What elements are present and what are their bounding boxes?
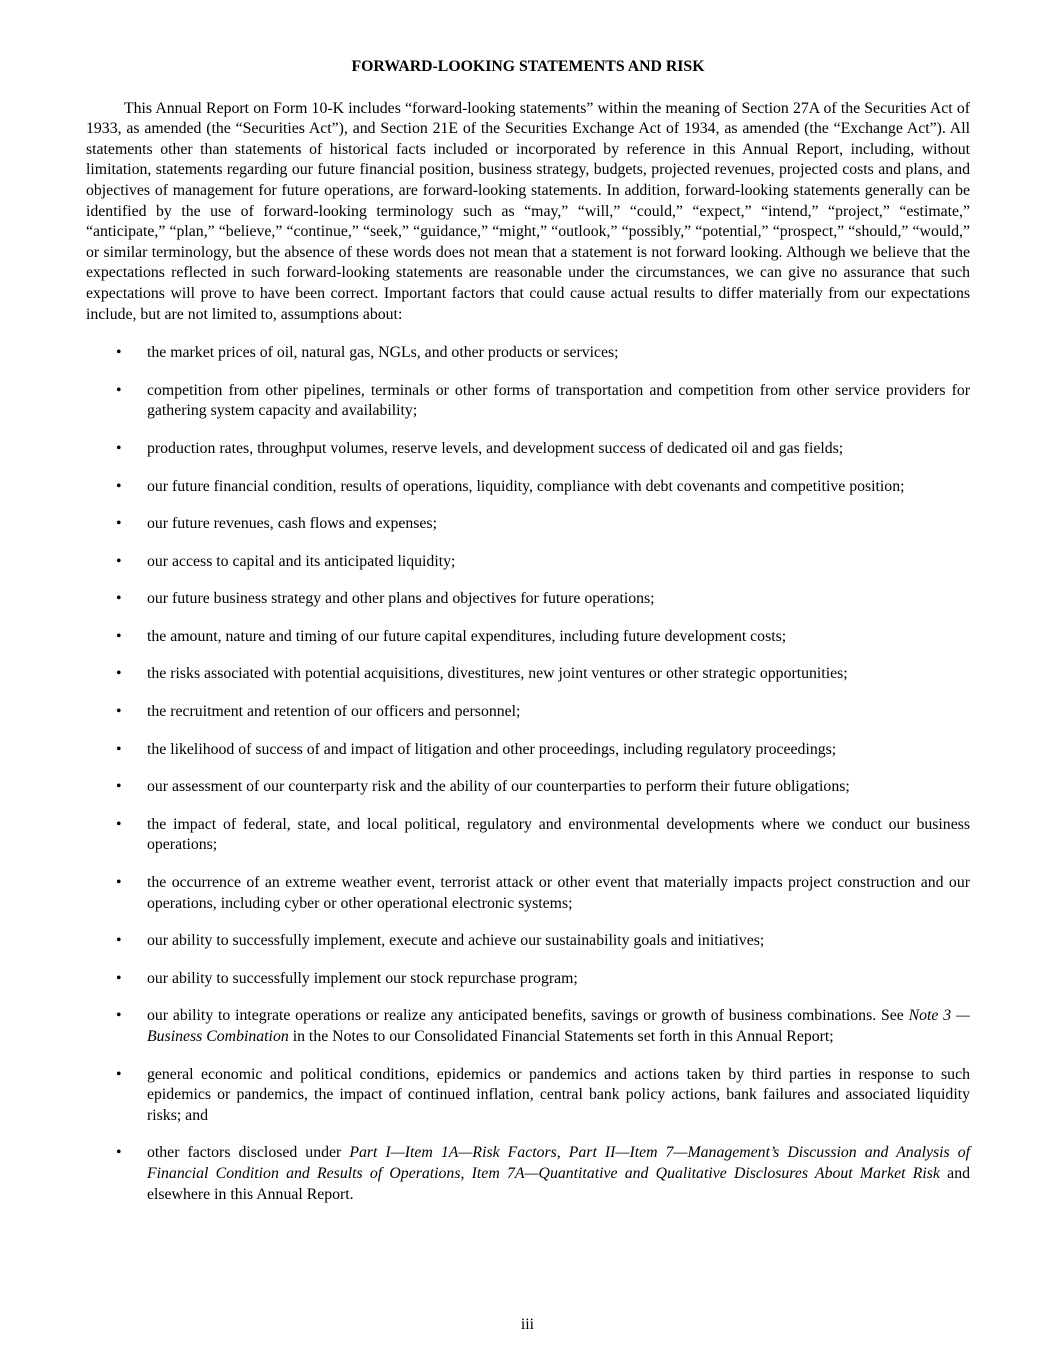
list-item-text: our future financial condition, results of operations, liquidity, compliance with debt covenants and competitive position; [147, 477, 905, 495]
list-item [86, 552, 970, 573]
bullet-icon: • [116, 381, 122, 399]
list-item [86, 873, 970, 914]
list-item [86, 627, 970, 648]
list-item-text: production rates, throughput volumes, reserve levels, and development success of dedicated oil and gas fields; [147, 439, 844, 457]
bullet-icon: • [116, 740, 122, 758]
list-item-text: competition from other pipelines, terminals or other forms of transportation and competition from other service providers for gathering system capacity and availability; [147, 381, 970, 420]
list-item [86, 1143, 970, 1205]
list-item-text: our access to capital and its anticipated liquidity; [147, 552, 456, 570]
bullet-icon: • [116, 815, 122, 833]
bullet-icon: • [116, 1144, 122, 1162]
list-item [86, 969, 970, 990]
bullet-icon: • [116, 1007, 122, 1025]
list-item [86, 740, 970, 761]
section-title: FORWARD-LOOKING STATEMENTS AND RISK [351, 58, 705, 75]
list-item [86, 477, 970, 498]
page-number: iii [520, 1316, 535, 1333]
bullet-icon: • [116, 515, 122, 533]
list-item-text-part: in the Notes to our Consolidated Financial Statements set forth in this Annual Report; [288, 1028, 834, 1045]
list-item [86, 1065, 970, 1127]
list-item-text: our future business strategy and other plans and objectives for future operations; [147, 590, 655, 608]
list-item [86, 1006, 970, 1047]
bullet-icon: • [116, 703, 122, 721]
bullet-icon: • [116, 969, 122, 987]
list-item-text: our ability to successfully implement our stock repurchase program; [147, 969, 578, 987]
document-page [86, 57, 970, 1222]
bullet-icon: • [116, 590, 122, 608]
list-item [86, 702, 970, 723]
intro-paragraph: This Annual Report on Form 10-K includes “forward-looking statements” within the meaning of Section 27A of the Securities Act of 1933, as amended (the “Securities Act”), and Section 21E of the Securities Exchange Act of 1934, as amended (the “Exchange Act”). All statements other than statements of historical facts included or incorporated by reference in this Annual Report, including, without limitation, statements regarding our future financial position, business strategy, budgets, projected revenues, projected costs and plans, and objectives of management for future operations, are forward-looking statements. In addition, forward-looking statements generally can be identified by the use of forward-looking terminology such as “may,” “will,” “could,” “expect,” “intend,” “project,” “estimate,” “anticipate,” “plan,” “believe,” “continue,” “seek,” “guidance,” “might,” “outlook,” “possibly,” “potential,” “prospect,” “should,” “would,” or similar terminology, but the absence of these words does not mean that a statement is not forward looking. Although we believe that the expectations reflected in such forward-looking statements are reasonable under the circumstances, we can give no assurance that such expectations will prove to have been correct. Important factors that could cause actual results to differ materially from our expectations include, but are not limited to, assumptions about: [86, 99, 970, 323]
list-item-text-part: and elsewhere in this Annual Report. [147, 1164, 970, 1203]
list-item-text [147, 1144, 970, 1202]
bullet-icon: • [116, 874, 122, 892]
list-item [86, 343, 970, 364]
bullet-icon: • [116, 439, 122, 457]
bullet-icon: • [116, 627, 122, 645]
list-item [86, 514, 970, 535]
section-reference: Part I—Item 1A—Risk Factors, Part II—Item 7—Management’s Discussion and Analysis of Financial Condition and Results of Operations, Item 7A—Quantitative and Qualitative Disclosures About Market Risk [147, 1144, 970, 1182]
bullet-icon: • [116, 778, 122, 796]
bullet-icon: • [116, 552, 122, 570]
list-item-text: general economic and political conditions, epidemics or pandemics and actions taken by third parties in response to such epidemics or pandemics, the impact of continued inflation, central bank policy actions, bank failures and associated liquidity risks; and [147, 1065, 970, 1124]
list-item-text: our ability to successfully implement, execute and achieve our sustainability goals and initiatives; [147, 932, 765, 950]
list-item-text: the impact of federal, state, and local political, regulatory and environmental developments where we conduct our business operations; [147, 815, 970, 854]
list-item [86, 815, 970, 856]
list-item [86, 589, 970, 610]
note-reference: Note 3 — Business Combination [147, 1007, 970, 1045]
bullet-icon: • [116, 344, 122, 362]
bullet-icon: • [116, 477, 122, 495]
list-item [86, 664, 970, 685]
list-item [86, 381, 970, 422]
assumptions-list [86, 343, 970, 1205]
bullet-icon: • [116, 665, 122, 683]
list-item-text: the risks associated with potential acquisitions, divestitures, new joint ventures or other strategic opportunities; [147, 665, 848, 683]
list-item-text [147, 1007, 970, 1045]
list-item-text: the amount, nature and timing of our future capital expenditures, including future development costs; [147, 627, 787, 645]
list-item-text: our future revenues, cash flows and expenses; [147, 515, 437, 533]
list-item-text: the likelihood of success of and impact of litigation and other proceedings, including regulatory proceedings; [147, 740, 837, 758]
list-item-text: the occurrence of an extreme weather event, terrorist attack or other event that materially impacts project construction and our operations, including cyber or other operational electronic systems; [147, 874, 970, 912]
list-item [86, 931, 970, 952]
list-item-text: the market prices of oil, natural gas, NGLs, and other products or services; [147, 344, 619, 362]
list-item [86, 777, 970, 798]
list-item-text-part: other factors disclosed under [147, 1144, 350, 1162]
bullet-icon: • [116, 932, 122, 950]
list-item-text-part: our ability to integrate operations or realize any anticipated benefits, savings or growth of business combinations. See [147, 1007, 909, 1025]
bullet-icon: • [116, 1065, 122, 1083]
list-item-text: the recruitment and retention of our officers and personnel; [147, 703, 521, 721]
list-item [86, 439, 970, 460]
list-item-text: our assessment of our counterparty risk and the ability of our counterparties to perform their future obligations; [147, 778, 850, 796]
